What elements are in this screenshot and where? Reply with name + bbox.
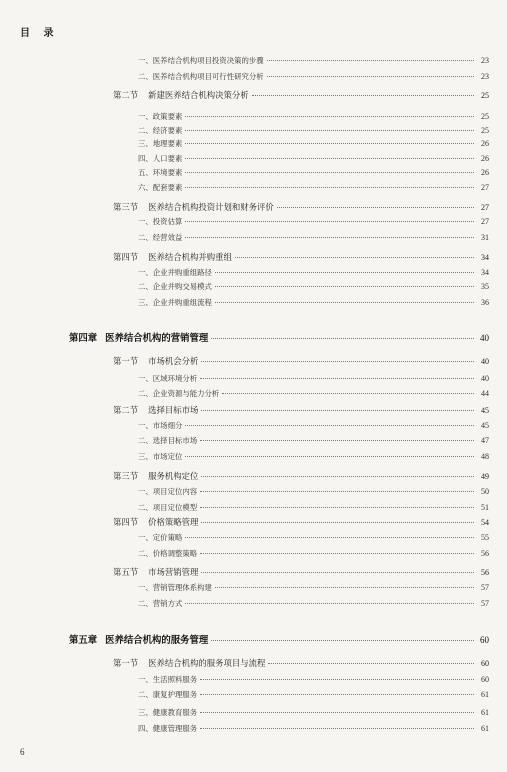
toc-entry-item <box>138 232 489 244</box>
dot-leader <box>215 272 474 273</box>
toc-page-number: 50 <box>481 487 489 496</box>
item-title: 六、配套要素 <box>138 183 183 192</box>
toc-entry-item <box>138 216 489 228</box>
section-title: 医养结合机构投资计划和财务评价 <box>148 202 274 212</box>
toc-entry-item <box>138 182 489 194</box>
item-title: 一、定价策略 <box>138 533 183 542</box>
toc-page-number: 25 <box>481 91 489 100</box>
toc-entry-item <box>138 707 489 719</box>
chapter-number: 第四章 <box>69 333 98 344</box>
toc-entry-section <box>113 470 489 482</box>
dot-leader <box>211 338 474 339</box>
toc-entry-item <box>138 532 489 544</box>
dot-leader <box>185 603 474 604</box>
dot-leader <box>201 572 474 573</box>
toc-page-number: 60 <box>481 659 489 668</box>
toc-entry-section <box>113 251 489 263</box>
toc-page-number: 48 <box>481 452 489 461</box>
toc-entry-item <box>138 71 489 83</box>
dot-leader <box>185 172 474 173</box>
section-title: 医养结合机构的服务项目与流程 <box>148 658 266 668</box>
section-title: 市场机会分析 <box>148 356 199 366</box>
toc-entry-section <box>113 566 489 578</box>
toc-page-number: 34 <box>481 268 489 277</box>
toc-entry-chapter <box>69 331 489 345</box>
toc-page-number: 31 <box>481 233 489 242</box>
toc-entry-item <box>138 548 489 560</box>
dot-leader <box>185 425 474 426</box>
item-title: 二、价格调整策略 <box>138 549 198 558</box>
dot-leader <box>185 537 474 538</box>
toc-entry-item <box>138 723 489 735</box>
page-number: 6 <box>20 747 25 757</box>
dot-leader <box>267 60 474 61</box>
toc-entry-item <box>138 153 489 165</box>
toc-entry-section <box>113 201 489 213</box>
item-title: 一、营销管理体系构建 <box>138 583 212 592</box>
toc-page-number: 36 <box>481 298 489 307</box>
toc-page-number: 27 <box>481 183 489 192</box>
chapter-number: 第五章 <box>69 635 98 646</box>
dot-leader <box>252 95 474 96</box>
dot-leader <box>185 130 474 131</box>
dot-leader <box>277 207 474 208</box>
dot-leader <box>211 640 474 641</box>
dot-leader <box>185 143 474 144</box>
toc-entry-section <box>113 89 489 101</box>
toc-page-number: 56 <box>481 549 489 558</box>
section-title: 价格策略管理 <box>148 517 199 527</box>
toc-entry-item <box>138 297 489 309</box>
toc-entry-item <box>138 267 489 279</box>
toc-page-number: 23 <box>481 56 489 65</box>
toc-entry-item <box>138 486 489 498</box>
toc-entry-section <box>113 657 489 669</box>
section-number: 第二节 <box>113 405 139 415</box>
toc-entry-item <box>138 598 489 610</box>
dot-leader <box>215 286 474 287</box>
section-title: 医养结合机构并购重组 <box>148 252 232 262</box>
toc-page-number: 45 <box>481 421 489 430</box>
dot-leader <box>200 553 474 554</box>
chapter-title: 医养结合机构的服务管理 <box>105 635 209 646</box>
dot-leader <box>185 187 474 188</box>
item-title: 一、生活照料服务 <box>138 675 198 684</box>
toc-page-number: 40 <box>481 357 489 366</box>
item-title: 一、企业并购重组路径 <box>138 268 212 277</box>
toc-page-number: 26 <box>481 154 489 163</box>
item-title: 一、政策要素 <box>138 112 183 121</box>
dot-leader <box>200 378 474 379</box>
dot-leader <box>200 694 474 695</box>
section-title: 服务机构定位 <box>148 471 199 481</box>
item-title: 五、环境要素 <box>138 168 183 177</box>
item-title: 二、经营效益 <box>138 233 183 242</box>
section-number: 第二节 <box>113 90 139 100</box>
toc-entry-section <box>113 516 489 528</box>
toc-page-number: 40 <box>481 374 489 383</box>
toc-entry-item <box>138 420 489 432</box>
dot-leader <box>200 440 474 441</box>
toc-page-number: 61 <box>481 724 489 733</box>
item-title: 二、康复护理服务 <box>138 690 198 699</box>
item-title: 一、项目定位内容 <box>138 487 198 496</box>
toc-page-number: 47 <box>481 436 489 445</box>
running-header: 目 录 <box>20 28 59 39</box>
dot-leader <box>200 507 474 508</box>
item-title: 一、医养结合机构项目投资决策的步骤 <box>138 56 264 65</box>
section-number: 第一节 <box>113 658 139 668</box>
toc-page-number: 54 <box>481 518 489 527</box>
item-title: 二、医养结合机构项目可行性研究分析 <box>138 72 264 81</box>
section-title: 市场营销管理 <box>148 567 199 577</box>
item-title: 三、健康教育服务 <box>138 708 198 717</box>
dot-leader <box>267 76 474 77</box>
item-title: 二、营销方式 <box>138 599 183 608</box>
dot-leader <box>200 712 474 713</box>
item-title: 三、市场定位 <box>138 452 183 461</box>
toc-page-number: 56 <box>481 568 489 577</box>
toc-page-number: 26 <box>481 139 489 148</box>
section-title: 选择目标市场 <box>148 405 199 415</box>
item-title: 一、投资估算 <box>138 217 183 226</box>
dot-leader <box>215 302 474 303</box>
toc-page-number: 25 <box>481 126 489 135</box>
toc-page-number: 49 <box>481 472 489 481</box>
toc-page-number: 51 <box>481 503 489 512</box>
section-number: 第一节 <box>113 356 139 366</box>
toc-page-number: 60 <box>481 675 489 684</box>
dot-leader <box>235 257 474 258</box>
toc-entry-item <box>138 689 489 701</box>
dot-leader <box>185 221 474 222</box>
section-number: 第三节 <box>113 202 139 212</box>
dot-leader <box>222 393 474 394</box>
chapter-title: 医养结合机构的营销管理 <box>105 333 209 344</box>
toc-entry-item <box>138 125 489 137</box>
dot-leader <box>200 728 474 729</box>
toc-entry-item <box>138 674 489 686</box>
dot-leader <box>201 476 474 477</box>
toc-entry-item <box>138 373 489 385</box>
item-title: 一、区域环境分析 <box>138 374 198 383</box>
item-title: 二、企业并购交易模式 <box>138 282 212 291</box>
toc-page-number: 27 <box>481 203 489 212</box>
toc-entry-item <box>138 435 489 447</box>
toc-entry-item <box>138 281 489 293</box>
toc-entry-item <box>138 451 489 463</box>
toc-page-number: 26 <box>481 168 489 177</box>
dot-leader <box>215 587 474 588</box>
dot-leader <box>201 522 474 523</box>
item-title: 一、市场细分 <box>138 421 183 430</box>
toc-page-number: 57 <box>481 583 489 592</box>
dot-leader <box>200 491 474 492</box>
section-number: 第三节 <box>113 471 139 481</box>
section-number: 第五节 <box>113 567 139 577</box>
toc-entry-section <box>113 404 489 416</box>
toc-page-number: 61 <box>481 708 489 717</box>
toc-page-number: 55 <box>481 533 489 542</box>
toc-page-number: 57 <box>481 599 489 608</box>
section-number: 第四节 <box>113 517 139 527</box>
toc-entry-item <box>138 388 489 400</box>
toc-page-number: 45 <box>481 406 489 415</box>
toc-page-number: 23 <box>481 72 489 81</box>
item-title: 二、企业资源与能力分析 <box>138 389 220 398</box>
dot-leader <box>185 116 474 117</box>
toc-page-number: 34 <box>481 253 489 262</box>
toc-page-number: 27 <box>481 217 489 226</box>
dot-leader <box>185 237 474 238</box>
toc-entry-item <box>138 138 489 150</box>
dot-leader <box>200 679 474 680</box>
toc-page-number: 25 <box>481 112 489 121</box>
item-title: 二、经济要素 <box>138 126 183 135</box>
toc-entry-item <box>138 55 489 67</box>
toc-page-number: 61 <box>481 690 489 699</box>
toc-page-number: 40 <box>480 333 489 343</box>
toc-entry-item <box>138 582 489 594</box>
toc-page-number: 44 <box>481 389 489 398</box>
item-title: 二、项目定位模型 <box>138 503 198 512</box>
dot-leader <box>185 158 474 159</box>
toc-entry-chapter <box>69 633 489 647</box>
dot-leader <box>268 663 474 664</box>
dot-leader <box>201 361 474 362</box>
dot-leader <box>185 456 474 457</box>
toc-page-number: 60 <box>480 635 489 645</box>
toc-entry-item <box>138 502 489 514</box>
item-title: 三、企业并购重组流程 <box>138 298 212 307</box>
item-title: 四、健康管理服务 <box>138 724 198 733</box>
section-number: 第四节 <box>113 252 139 262</box>
item-title: 四、人口要素 <box>138 154 183 163</box>
section-title: 新建医养结合机构决策分析 <box>148 90 249 100</box>
item-title: 二、选择目标市场 <box>138 436 198 445</box>
item-title: 三、地理要素 <box>138 139 183 148</box>
toc-entry-item <box>138 167 489 179</box>
toc-page-number: 35 <box>481 282 489 291</box>
toc-entry-item <box>138 111 489 123</box>
dot-leader <box>201 410 474 411</box>
toc-entry-section <box>113 355 489 367</box>
